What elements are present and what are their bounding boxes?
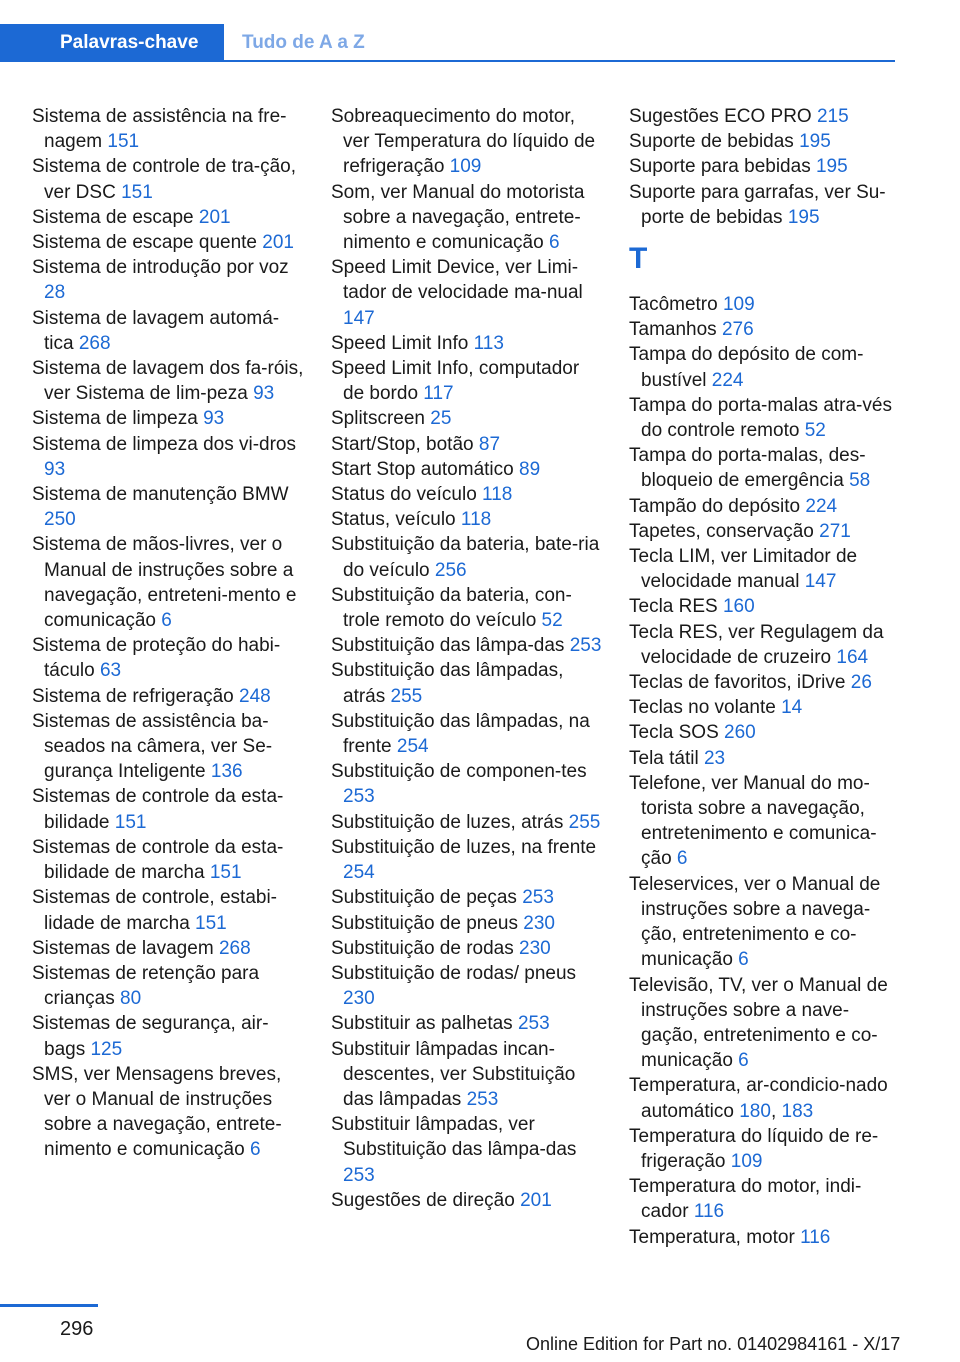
page-reference-link[interactable]: 136 [210,761,243,783]
index-term: Tecla LIM, ver Limitador de velocidade manual [629,546,858,593]
index-term: Sistemas de controle da esta-bilidade [32,786,284,833]
index-entry [331,1188,603,1213]
page-reference-link[interactable]: 260 [724,722,756,744]
index-term: Substituição das lâmpa-das [331,635,565,657]
index-term: Substituir as palhetas [331,1013,513,1035]
page-reference-link[interactable]: 52 [541,610,563,632]
page-reference-link[interactable]: 180 [739,1100,771,1122]
index-term: Tampão do depósito [629,495,801,517]
index-term: Temperatura do líquido de re-frigeração [629,1125,879,1172]
index-term: Tampa do depósito de com-bustível [629,344,864,391]
index-entry [331,507,603,532]
page-reference-link[interactable]: 276 [721,319,754,341]
index-term: Start/Stop, botão [331,433,474,455]
index-entry [32,406,304,431]
page-reference-link[interactable]: 28 [44,282,66,304]
index-term: Tecla RES [629,596,718,618]
page-reference-link[interactable]: 6 [738,1050,749,1072]
index-entry [32,936,304,961]
page-reference-link[interactable]: 253 [517,1013,550,1035]
index-entry [32,1011,304,1061]
index-entry [32,684,304,709]
page-reference-link[interactable]: 230 [343,988,375,1010]
index-term: Suporte para bebidas [629,156,811,178]
index-term: Sistema de controle de tra-ção, ver DSC [32,156,297,203]
index-entry [331,482,603,507]
page-reference-link[interactable]: 6 [249,1139,261,1161]
page-reference-link[interactable]: 63 [99,660,122,682]
page-reference-link[interactable]: 93 [253,383,275,405]
page-reference-link[interactable]: 89 [519,458,541,480]
index-entry [629,393,901,443]
index-entry [331,1011,603,1036]
header-rule [0,60,895,62]
index-term: Sistema de limpeza dos vi-dros [32,433,296,455]
page-reference-link[interactable]: 25 [430,408,452,430]
index-entry [629,1174,901,1224]
index-entry [629,154,901,179]
index-entry [629,720,901,745]
page-reference-link[interactable]: 52 [804,420,826,442]
index-term: Tamanhos [629,319,717,341]
page-reference-link[interactable]: 26 [850,672,872,694]
page-reference-link[interactable]: 230 [523,912,555,934]
index-term: Sistema de assistência na fre-nagem [32,106,287,153]
index-term: Speed Limit Info [331,332,469,354]
page-reference-link[interactable]: 116 [693,1201,725,1223]
index-term: Substituição de rodas [331,937,514,959]
index-letter-heading: T [629,242,648,276]
index-entry [32,835,304,885]
index-term: Substituir lâmpadas incan-descentes, ver Substituição das lâmpadas [331,1038,576,1110]
index-term: Substituição da bateria, con-trole remoto do veículo [331,584,572,632]
index-entry [629,1124,901,1174]
index-term: Sistema de escape quente [32,232,257,254]
index-entry [331,255,603,331]
index-term: Temperatura do motor, indi-cador [629,1176,862,1223]
page-reference-link[interactable]: 147 [343,307,375,329]
page-reference-link[interactable]: 151 [209,862,242,884]
page-reference-link[interactable]: 14 [781,697,803,719]
index-term: Substituição da bateria, bate-ria do veículo [331,534,600,581]
page-reference-link[interactable]: 58 [849,470,871,492]
index-entry [331,406,603,431]
index-entry [32,306,304,356]
index-term: Temperatura, motor [629,1226,795,1248]
page-reference-link[interactable]: 201 [520,1189,552,1211]
index-term: Tecla RES, ver Regulagem da velocidade de cruzeiro [629,621,884,668]
index-term: Splitscreen [331,408,425,430]
index-entry: Temperatura, ar-condicio-nado automático 180, 183 [629,1075,888,1122]
index-entry [32,633,304,683]
index-entry [629,519,901,544]
header-tabbar [0,24,895,62]
page-reference-link[interactable]: 117 [423,383,454,405]
index-term: Status, veículo [331,509,456,531]
footer-edition-text: Online Edition for Part no. 01402984161 - X/17 [526,1334,901,1354]
index-entry [32,532,304,633]
page-reference-link[interactable]: 195 [799,131,831,153]
index-term: Substituição das lâmpadas, atrás [331,660,564,707]
index-entry [629,544,901,594]
index-entry [629,872,901,973]
page-reference-link[interactable]: 250 [44,509,76,531]
index-entry [331,583,603,633]
index-term: Sistema de mãos-livres, ver o Manual de instruções sobre a navegação, entreteni-mento e comunicação [32,534,297,632]
index-entry [629,443,901,493]
tab-tudo-de-a-a-z[interactable]: Tudo de A a Z [242,32,365,53]
page-reference-link[interactable]: 118 [482,484,513,506]
index-term: Sistemas de lavagem [32,937,214,959]
index-entry [32,230,304,255]
index-entry [331,104,603,180]
index-entry [32,885,304,935]
page-reference-link[interactable]: 109 [449,156,482,178]
page-reference-link[interactable]: 160 [722,596,755,618]
index-entry [32,784,304,834]
index-term: Sistema de escape [32,206,194,228]
index-term: Telefone, ver Manual do mo-torista sobre a navegação, entretenimento e comunica-ção [629,772,877,870]
page-reference-link[interactable]: 224 [711,369,744,391]
index-term: Sugestões ECO PRO [629,106,812,127]
index-entry [629,180,901,230]
page-reference-link[interactable]: 118 [460,509,492,531]
page-reference-link[interactable]: 113 [473,332,504,354]
index-entry [331,885,603,910]
index-entry [629,129,901,154]
index-term: Sistemas de segurança, air-bags [32,1013,269,1060]
page-reference-link[interactable]: 195 [787,206,820,228]
index-term: Teclas de favoritos, iDrive [629,672,846,694]
index-entry [331,633,603,658]
index-entry [629,695,901,720]
page-reference-link[interactable]: 164 [836,646,869,668]
index-term: Sistemas de controle, estabi-lidade de marcha [32,887,278,934]
index-entry [331,835,603,885]
index-term: Sistema de lavagem dos fa-róis, ver Sistema de lim-peza [32,358,304,405]
index-entry [331,1112,603,1188]
index-term: Sistemas de assistência ba-seados na câmera, ver Se-gurança Inteligente [32,710,273,783]
index-term: Tampa do porta-malas, des-bloqueio de emergência [629,445,866,492]
index-term: Tela tátil [629,747,699,769]
index-term: Tecla SOS [629,722,719,744]
page-reference-link[interactable]: 253 [466,1088,499,1110]
page-reference-link[interactable]: 125 [90,1038,123,1060]
index-term: Substituição de luzes, na frente [331,836,597,858]
index-term: Sistema de refrigeração [32,685,234,707]
index-entry [331,911,603,936]
page-reference-link[interactable]: 93 [203,408,225,430]
page-reference-link[interactable]: 6 [548,232,560,254]
index-term: Televisão, TV, ver o Manual de instruções sobre a nave-gação, entretenimento e co-municação [629,974,888,1072]
page-reference-link[interactable]: 109 [730,1150,763,1172]
page-reference-link[interactable]: 195 [815,156,848,178]
index-column-1 [32,104,304,1163]
index-entry [331,180,603,256]
index-term: Suporte para garrafas, ver Su-porte de bebidas [629,181,886,228]
page-reference-link[interactable]: 201 [198,206,231,228]
page-reference-link[interactable]: 151 [195,912,227,934]
index-term: Suporte de bebidas [629,131,794,153]
page-reference-link[interactable]: 23 [703,747,726,769]
index-term: Tacômetro [629,294,718,316]
page-reference-link[interactable]: 255 [390,685,423,707]
page-reference-link[interactable]: 268 [218,937,251,959]
index-entry [331,810,603,835]
page-reference-link[interactable]: 80 [120,988,142,1010]
index-entry [32,356,304,406]
page-reference-link[interactable]: 183 [781,1100,814,1122]
index-column-3 [629,104,901,1250]
index-term: Sistema de lavagem automá-tica [32,307,280,354]
index-entry [331,961,603,1011]
index-entry [629,620,901,670]
index-term: Substituir lâmpadas, ver Substituição das lâmpa-das [331,1114,577,1161]
page-reference-link[interactable]: 254 [343,862,375,884]
index-term: Teleservices, ver o Manual de instruções sobre a navega-ção, entretenimento e co-municação [629,873,881,971]
page-reference-link[interactable]: 116 [800,1226,831,1248]
index-entry [32,205,304,230]
index-term: Som, ver Manual do motorista sobre a navegação, entrete-nimento e comunicação [331,181,585,254]
index-term: Substituição de luzes, atrás [331,811,564,833]
page-reference-link[interactable]: 109 [722,294,755,316]
index-entry [331,759,603,809]
index-term: Sistemas de controle da esta-bilidade de marcha [32,836,284,884]
index-term: Status do veículo [331,484,477,506]
page-reference-link[interactable]: 151 [107,131,140,153]
index-term: Sobreaquecimento do motor, ver Temperatura do líquido de refrigeração [331,106,596,178]
page-reference-link[interactable]: 201 [262,232,294,254]
index-entry [331,1037,603,1113]
index-term: Sistema de manutenção BMW [32,484,289,506]
index-entry [331,532,603,582]
index-entry [32,432,304,482]
page-reference-link[interactable]: 6 [676,848,688,870]
index-term: Sugestões de direção [331,1189,515,1211]
page-reference-link[interactable]: 151 [121,181,153,203]
index-term: Tapetes, conservação [629,520,814,542]
index-term: SMS, ver Mensagens breves, ver o Manual de instruções sobre a navegação, entrete-nimento e comunicação [32,1063,282,1161]
page-reference-link[interactable]: 255 [568,811,601,833]
index-term: Temperatura, ar-condicio-nado automático [629,1075,888,1122]
index-term: Speed Limit Device, ver Limi-tador de velocidade ma-nual [331,257,583,304]
index-entry [32,104,304,154]
index-entry [32,709,304,785]
index-term: Sistemas de retenção para crianças [32,962,260,1010]
index-entry [331,457,603,482]
index-term: Substituição das lâmpadas, na frente [331,710,590,758]
index-term: Substituição de pneus [331,912,518,934]
index-entry [32,1062,304,1163]
index-entry [32,255,304,305]
index-entry [629,670,901,695]
page-reference-link[interactable]: 215 [816,106,849,127]
page-reference-link[interactable]: 271 [819,520,851,542]
page-reference-link[interactable]: 256 [434,559,467,581]
page-reference-link[interactable]: 224 [805,495,838,517]
page-reference-link[interactable]: 268 [78,332,111,354]
page-reference-link[interactable]: 6 [738,949,749,971]
page-number-bar [0,1304,98,1307]
index-entry [629,746,901,771]
index-term: Sistema de limpeza [32,408,198,430]
index-entry [331,356,603,406]
index-entry [629,494,901,519]
index-entry [32,482,304,532]
index-entry [32,961,304,1011]
index-entry [331,658,603,708]
index-term: Speed Limit Info, computador de bordo [331,358,580,405]
page-reference-link[interactable]: 253 [569,635,602,657]
page-reference-link[interactable]: 151 [114,811,147,833]
index-term: Substituição de peças [331,887,517,909]
index-entry [629,104,901,129]
index-term: Teclas no volante [629,697,776,719]
page-reference-link[interactable]: 253 [522,887,554,909]
tab-palavras-chave[interactable]: Palavras-chave [0,24,224,62]
index-entry [331,331,603,356]
index-entry [629,292,901,317]
page-reference-link[interactable]: 147 [804,571,837,593]
index-entry [331,709,603,759]
page-reference-link[interactable]: 230 [519,937,551,959]
index-term: Sistema de proteção do habi-táculo [32,635,281,682]
page-reference-link[interactable]: 6 [161,610,172,632]
index-entry [629,973,901,1074]
index-term: Sistema de introdução por voz [32,257,289,279]
index-column-2 [331,104,603,1213]
index-entry [629,317,901,342]
index-term: Substituição de componen-tes [331,761,587,783]
index-term: Tampa do porta-malas atra-vés do controle remoto [629,394,892,442]
index-entry [331,432,603,457]
page-reference-link[interactable]: 254 [396,736,429,758]
index-entry [331,936,603,961]
index-entry [629,771,901,872]
page-number: 296 [60,1318,94,1340]
index-entry [629,342,901,392]
index-entry [629,594,901,619]
page-reference-link[interactable]: 248 [239,685,271,707]
index-entry [629,1225,901,1250]
page-reference-link[interactable]: 253 [343,786,375,808]
page-reference-link[interactable]: 253 [343,1164,375,1186]
index-term: Substituição de rodas/ pneus [331,962,577,984]
page-reference-link[interactable]: 93 [44,458,66,480]
page-reference-link[interactable]: 87 [478,433,501,455]
index-term: Start Stop automático [331,458,514,480]
index-entry [32,154,304,204]
